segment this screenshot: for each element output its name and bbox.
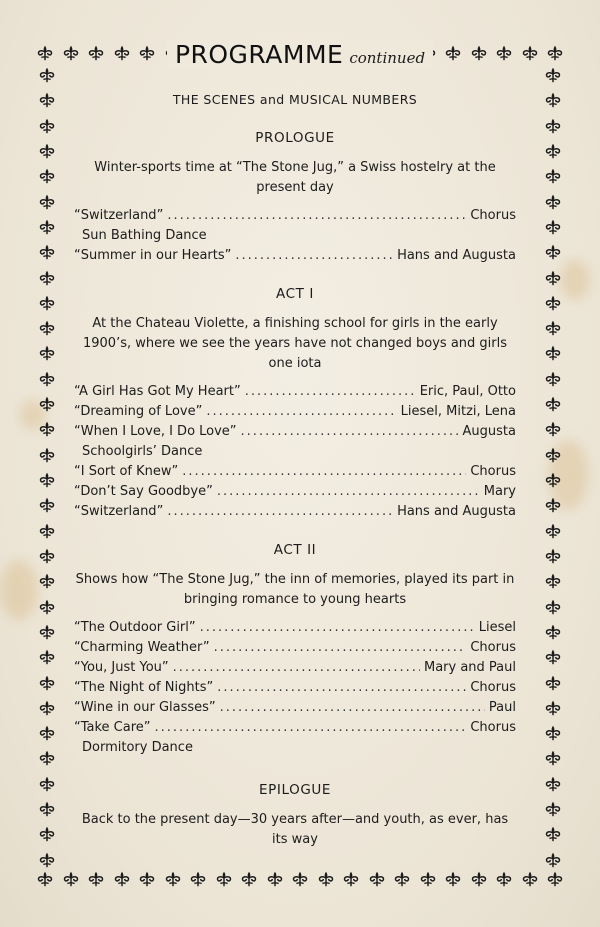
fleur-de-lis-ornament-icon (38, 167, 56, 185)
fleur-de-lis-ornament-icon (317, 870, 335, 892)
musical-number (74, 618, 516, 638)
fleur-de-lis-ornament-icon (544, 648, 562, 666)
musical-number (74, 698, 516, 718)
act2-title: ACT II (273, 542, 317, 558)
dot-leader (200, 618, 475, 638)
fleur-de-lis-ornament-icon (38, 598, 56, 616)
dot-leader (167, 502, 393, 522)
song-title: “Switzerland” (74, 504, 164, 519)
dot-leader (155, 718, 467, 738)
dot-leader (235, 246, 393, 266)
song-title: “Don’t Say Goodbye” (74, 484, 213, 499)
fleur-de-lis-ornament-icon (62, 870, 80, 892)
ornamental-border-bottom (36, 870, 564, 892)
dot-leader (173, 658, 420, 678)
musical-number (74, 206, 516, 226)
fleur-de-lis-ornament-icon (38, 522, 56, 540)
fleur-de-lis-ornament-icon (38, 395, 56, 413)
fleur-de-lis-ornament-icon (38, 851, 56, 869)
performer: Liesel, Mitzi, Lena (400, 404, 516, 419)
fleur-de-lis-ornament-icon (419, 870, 437, 892)
fleur-de-lis-ornament-icon (38, 547, 56, 565)
song-title: “Wine in our Glasses” (74, 700, 216, 715)
fleur-de-lis-ornament-icon (38, 800, 56, 818)
programme-header (0, 40, 600, 69)
act2-description: Shows how “The Stone Jug,” the inn of memories, played its part in bringing romance to young hearts (75, 572, 515, 607)
fleur-de-lis-ornament-icon (521, 870, 539, 892)
dance-item: Dormitory Dance (82, 740, 193, 755)
fleur-de-lis-ornament-icon (544, 724, 562, 742)
fleur-de-lis-ornament-icon (544, 623, 562, 641)
musical-number (74, 482, 516, 502)
dot-leader (167, 206, 466, 226)
musical-number (74, 402, 516, 422)
fleur-de-lis-ornament-icon (544, 446, 562, 464)
page-title-suffix: continued (349, 49, 426, 67)
performer: Liesel (478, 620, 516, 635)
fleur-de-lis-ornament-icon (544, 167, 562, 185)
song-title: “A Girl Has Got My Heart” (74, 384, 241, 399)
prologue-list (74, 206, 516, 266)
ornamental-border-right (542, 66, 564, 869)
fleur-de-lis-ornament-icon (38, 344, 56, 362)
fleur-de-lis-ornament-icon (38, 319, 56, 337)
fleur-de-lis-ornament-icon (138, 870, 156, 892)
fleur-de-lis-ornament-icon (544, 749, 562, 767)
performer: Paul (488, 700, 516, 715)
fleur-de-lis-ornament-icon (38, 825, 56, 843)
dot-leader (214, 638, 467, 658)
musical-number (74, 462, 516, 482)
fleur-de-lis-ornament-icon (342, 870, 360, 892)
performer: Hans and Augusta (397, 248, 516, 263)
fleur-de-lis-ornament-icon (444, 870, 462, 892)
fleur-de-lis-ornament-icon (38, 496, 56, 514)
fleur-de-lis-ornament-icon (544, 294, 562, 312)
fleur-de-lis-ornament-icon (113, 870, 131, 892)
song-title: “Switzerland” (74, 208, 164, 223)
performer: Chorus (470, 208, 516, 223)
fleur-de-lis-ornament-icon (189, 870, 207, 892)
performer: Hans and Augusta (397, 504, 516, 519)
song-title: “Charming Weather” (74, 640, 210, 655)
musical-number (74, 638, 516, 658)
fleur-de-lis-ornament-icon (291, 870, 309, 892)
fleur-de-lis-ornament-icon (393, 870, 411, 892)
fleur-de-lis-ornament-icon (38, 749, 56, 767)
fleur-de-lis-ornament-icon (87, 870, 105, 892)
fleur-de-lis-ornament-icon (36, 870, 54, 892)
fleur-de-lis-ornament-icon (38, 674, 56, 692)
fleur-de-lis-ornament-icon (495, 870, 513, 892)
fleur-de-lis-ornament-icon (544, 420, 562, 438)
performer: Chorus (470, 640, 516, 655)
fleur-de-lis-ornament-icon (544, 547, 562, 565)
epilogue-description: Back to the present day—30 years after—and youth, as ever, has its way (81, 812, 509, 847)
fleur-de-lis-ornament-icon (544, 572, 562, 590)
dot-leader (206, 402, 396, 422)
fleur-de-lis-ornament-icon (544, 193, 562, 211)
song-title: “Dreaming of Love” (74, 404, 203, 419)
act1-description: At the Chateau Violette, a finishing school for girls in the early 1900’s, where we see the years have not changed boys and girls one iota (82, 316, 508, 371)
fleur-de-lis-ornament-icon (38, 142, 56, 160)
fleur-de-lis-ornament-icon (544, 319, 562, 337)
performer: Mary (483, 484, 516, 499)
performer: Mary and Paul (423, 660, 516, 675)
fleur-de-lis-ornament-icon (38, 648, 56, 666)
fleur-de-lis-ornament-icon (266, 870, 284, 892)
musical-number (74, 246, 516, 266)
fleur-de-lis-ornament-icon (38, 572, 56, 590)
fleur-de-lis-ornament-icon (215, 870, 233, 892)
fleur-de-lis-ornament-icon (38, 243, 56, 261)
programme-subtitle: THE SCENES and MUSICAL NUMBERS (172, 92, 418, 107)
fleur-de-lis-ornament-icon (544, 395, 562, 413)
musical-number (74, 658, 516, 678)
musical-number (74, 718, 516, 738)
act1-list (74, 382, 516, 522)
fleur-de-lis-ornament-icon (544, 496, 562, 514)
ornamental-border-left (36, 66, 58, 869)
song-title: “The Outdoor Girl” (74, 620, 196, 635)
prologue-description: Winter-sports time at “The Stone Jug,” a Swiss hostelry at the present day (94, 160, 496, 195)
fleur-de-lis-ornament-icon (38, 193, 56, 211)
dance-item: Sun Bathing Dance (82, 228, 207, 243)
fleur-de-lis-ornament-icon (544, 800, 562, 818)
performer: Eric, Paul, Otto (419, 384, 516, 399)
prologue-title: PROLOGUE (255, 130, 335, 146)
song-title: “I Sort of Knew” (74, 464, 179, 479)
song-title: “When I Love, I Do Love” (74, 424, 237, 439)
musical-number (74, 502, 516, 522)
fleur-de-lis-ornament-icon (544, 674, 562, 692)
fleur-de-lis-ornament-icon (240, 870, 258, 892)
fleur-de-lis-ornament-icon (38, 117, 56, 135)
fleur-de-lis-ornament-icon (544, 269, 562, 287)
fleur-de-lis-ornament-icon (164, 870, 182, 892)
performer: Chorus (470, 720, 516, 735)
fleur-de-lis-ornament-icon (38, 370, 56, 388)
dot-leader (217, 678, 466, 698)
fleur-de-lis-ornament-icon (544, 142, 562, 160)
fleur-de-lis-ornament-icon (470, 870, 488, 892)
dot-leader (241, 422, 459, 442)
fleur-de-lis-ornament-icon (38, 724, 56, 742)
musical-number (74, 422, 516, 442)
fleur-de-lis-ornament-icon (544, 370, 562, 388)
fleur-de-lis-ornament-icon (546, 870, 564, 892)
song-title: “You, Just You” (74, 660, 169, 675)
musical-number (74, 678, 516, 698)
fleur-de-lis-ornament-icon (544, 598, 562, 616)
fleur-de-lis-ornament-icon (544, 243, 562, 261)
musical-number (74, 382, 516, 402)
fleur-de-lis-ornament-icon (544, 91, 562, 109)
fleur-de-lis-ornament-icon (38, 446, 56, 464)
fleur-de-lis-ornament-icon (544, 218, 562, 236)
fleur-de-lis-ornament-icon (38, 699, 56, 717)
epilogue-title: EPILOGUE (259, 782, 331, 798)
fleur-de-lis-ornament-icon (544, 851, 562, 869)
fleur-de-lis-ornament-icon (368, 870, 386, 892)
fleur-de-lis-ornament-icon (544, 471, 562, 489)
performer: Augusta (462, 424, 516, 439)
fleur-de-lis-ornament-icon (544, 117, 562, 135)
dot-leader (217, 482, 480, 502)
fleur-de-lis-ornament-icon (544, 344, 562, 362)
fleur-de-lis-ornament-icon (544, 775, 562, 793)
dot-leader (220, 698, 485, 718)
fleur-de-lis-ornament-icon (544, 699, 562, 717)
fleur-de-lis-ornament-icon (38, 775, 56, 793)
fleur-de-lis-ornament-icon (544, 522, 562, 540)
act1-title: ACT I (276, 286, 314, 302)
fleur-de-lis-ornament-icon (38, 294, 56, 312)
paper-stain (560, 260, 590, 300)
paper-stain (0, 560, 38, 620)
performer: Chorus (470, 680, 516, 695)
song-title: “Take Care” (74, 720, 151, 735)
dance-item: Schoolgirls’ Dance (82, 444, 203, 459)
dot-leader (182, 462, 466, 482)
song-title: “Summer in our Hearts” (74, 248, 232, 263)
fleur-de-lis-ornament-icon (38, 269, 56, 287)
dot-leader (245, 382, 416, 402)
fleur-de-lis-ornament-icon (38, 420, 56, 438)
performer: Chorus (470, 464, 516, 479)
fleur-de-lis-ornament-icon (544, 825, 562, 843)
song-title: “The Night of Nights” (74, 680, 214, 695)
fleur-de-lis-ornament-icon (38, 218, 56, 236)
page-title: PROGRAMME (174, 40, 344, 69)
programme-content (74, 86, 516, 858)
act2-list (74, 618, 516, 758)
fleur-de-lis-ornament-icon (38, 91, 56, 109)
fleur-de-lis-ornament-icon (38, 623, 56, 641)
fleur-de-lis-ornament-icon (38, 471, 56, 489)
